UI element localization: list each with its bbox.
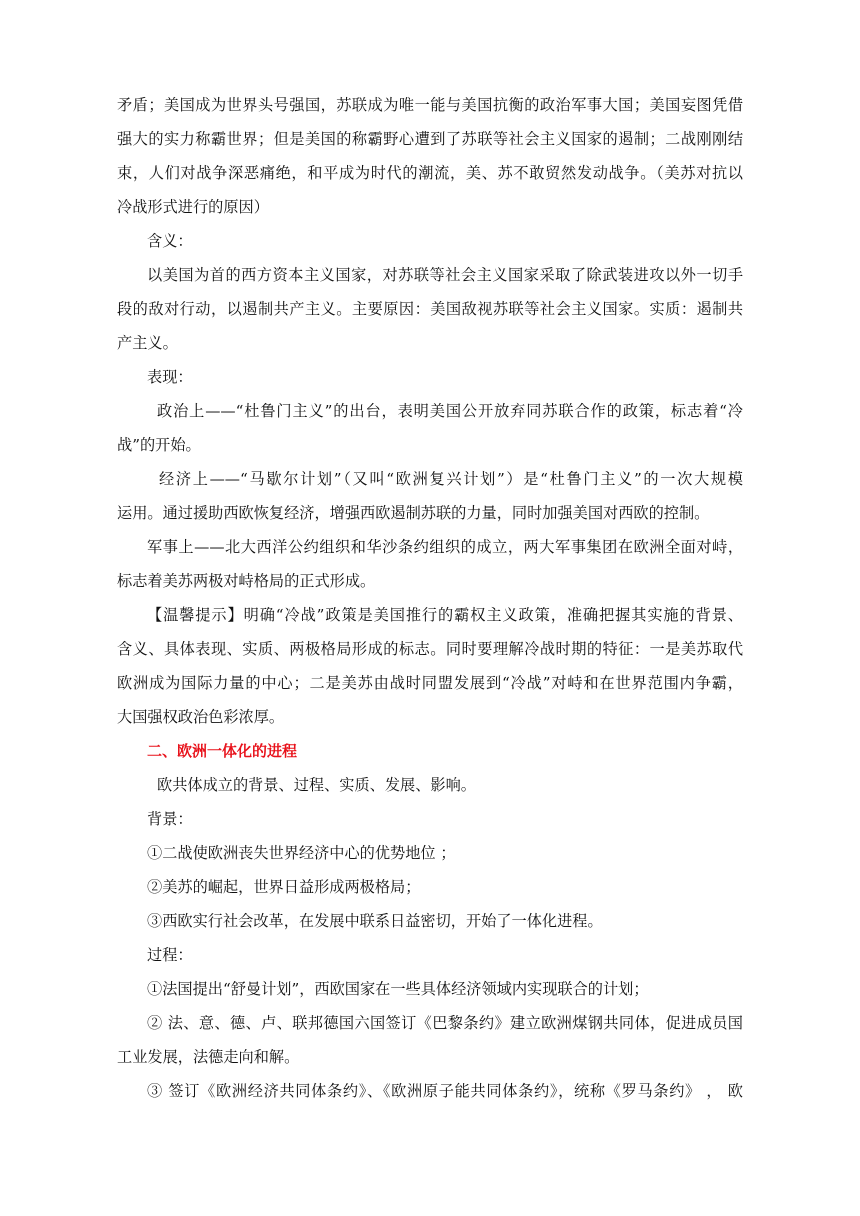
text-line: 欧共体成立的背景、过程、实质、发展、影响。 <box>157 776 476 794</box>
text-line: 欧洲成为国际力量的中心；二是美苏由战时同盟发展到“冷战”对峙和在世界范围内争霸， <box>117 674 743 692</box>
text-line: 大国强权政治色彩浓厚。 <box>117 708 285 726</box>
text-line: 政治上——“杜鲁门主义”的出台，表明美国公开放弃同苏联合作的政策，标志着“冷 <box>157 402 743 420</box>
text-line: 含义、具体表现、实质、两极格局形成的标志。同时要理解冷战时期的特征：一是美苏取代 <box>117 640 743 658</box>
text-line: 以美国为首的西方资本主义国家，对苏联等社会主义国家采取了除武装进攻以外一切手 <box>147 266 743 284</box>
tip-paragraph: 【温馨提示】明确“冷战”政策是美国推行的霸权主义政策，准确把握其实施的背景、 <box>147 606 743 624</box>
section-label: 背景： <box>147 810 193 828</box>
document-body <box>117 88 743 1108</box>
text-line: 束，人们对战争深恶痛绝，和平成为时代的潮流，美、苏不敢贸然发动战争。（美苏对抗以 <box>117 164 743 182</box>
list-item: ③西欧实行社会改革，在发展中联系日益密切，开始了一体化进程。 <box>147 912 603 930</box>
section-label: 表现： <box>147 368 193 386</box>
text-line: 产主义。 <box>117 334 178 352</box>
section-label: 过程： <box>147 946 193 964</box>
list-item: ②美苏的崛起，世界日益形成两极格局； <box>147 878 421 896</box>
text-line: 冷战形式进行的原因） <box>117 198 269 216</box>
list-item: ② 法、意、德、卢、联邦德国六国签订《巴黎条约》建立欧洲煤钢共同体，促进成员国 <box>147 1014 743 1032</box>
list-item: ③ 签订《欧洲经济共同体条约》、《欧洲原子能共同体条约》，统称《罗马条约》 ， 欧 <box>147 1082 743 1100</box>
list-item: ①二战使欧洲丧失世界经济中心的优势地位 ； <box>147 844 456 862</box>
text-line: 标志着美苏两极对峙格局的正式形成。 <box>117 572 376 590</box>
section-heading: 二、欧洲一体化的进程 <box>147 742 298 760</box>
text-line: 强大的实力称霸世界；但是美国的称霸野心遭到了苏联等社会主义国家的遏制；二战刚刚结 <box>117 130 743 148</box>
text-line: 战”的开始。 <box>117 436 201 454</box>
text-line: 段的敌对行动，以遏制共产主义。主要原因：美国敌视苏联等社会主义国家。实质：遏制共 <box>117 300 743 318</box>
text-line: 经济上——“马歇尔计划”（又叫“欧洲复兴计划”）是“杜鲁门主义”的一次大规模 <box>159 470 743 488</box>
section-label: 含义： <box>147 232 193 250</box>
text-line: 工业发展，法德走向和解。 <box>117 1048 300 1066</box>
text-line: 运用。通过援助西欧恢复经济，增强西欧遏制苏联的力量，同时加强美国对西欧的控制。 <box>117 504 710 522</box>
text-line: 矛盾；美国成为世界头号强国，苏联成为唯一能与美国抗衡的政治军事大国；美国妄图凭借 <box>117 96 743 114</box>
text-line: 军事上——北大西洋公约组织和华沙条约组织的成立，两大军事集团在欧洲全面对峙， <box>147 538 743 556</box>
list-item: ①法国提出“舒曼计划”，西欧国家在一些具体经济领域内实现联合的计划； <box>147 980 649 998</box>
